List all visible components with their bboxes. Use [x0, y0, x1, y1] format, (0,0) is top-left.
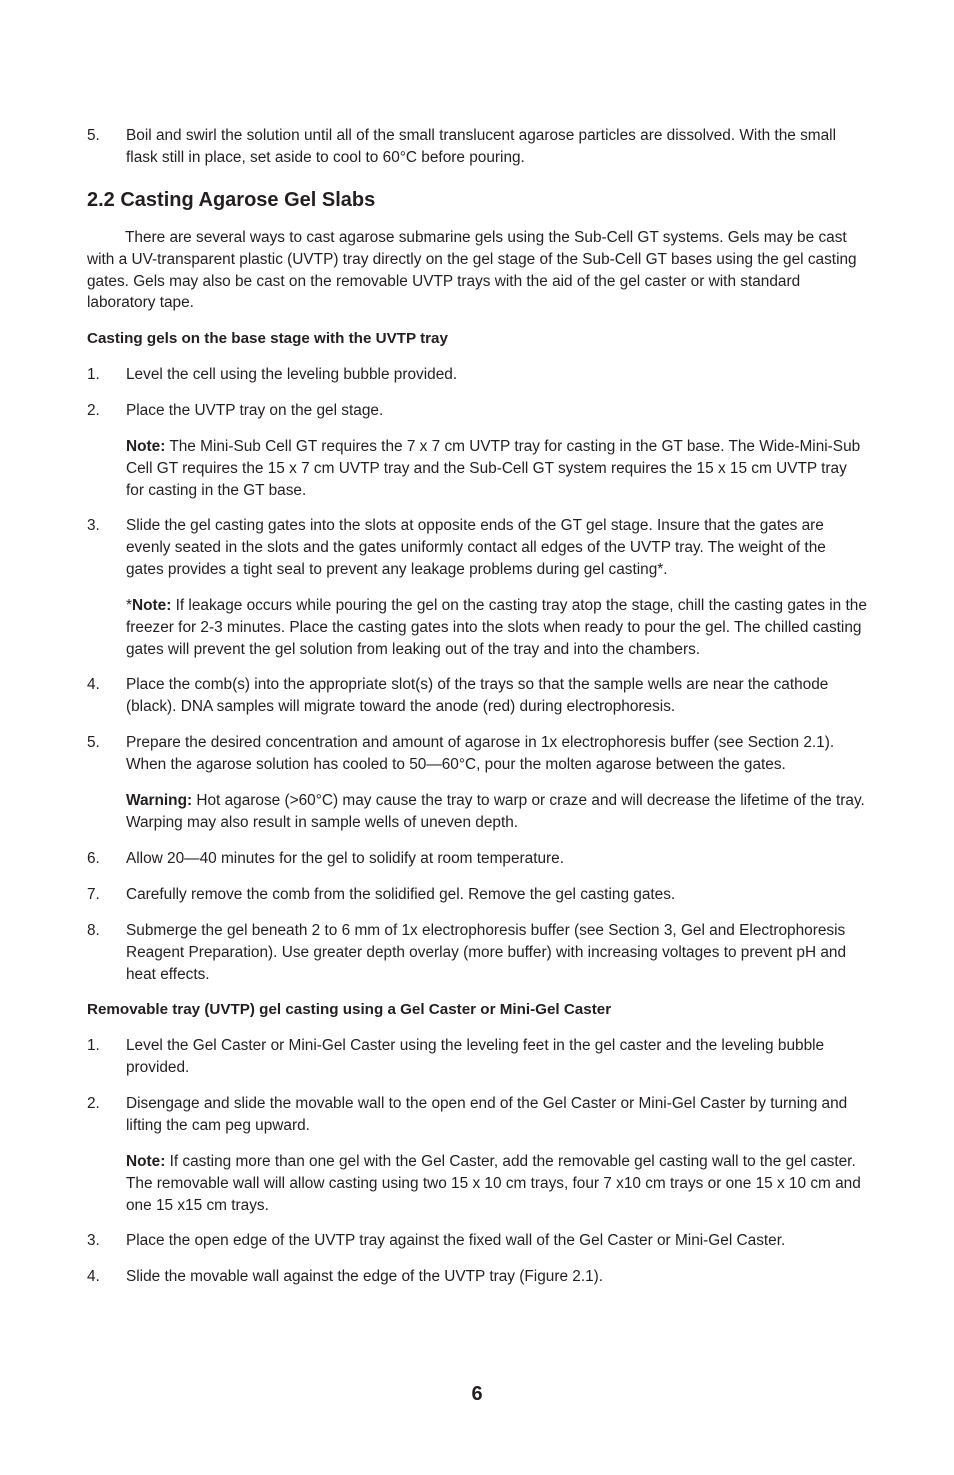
list-item [87, 1093, 867, 1137]
warning-label: Warning: [126, 792, 193, 809]
list-text: Level the Gel Caster or Mini-Gel Caster using the leveling feet in the gel caster and the leveling bubble provided. [126, 1037, 825, 1076]
list-item [87, 364, 867, 386]
list-number: 1. [87, 366, 100, 383]
list-text: Place the UVTP tray on the gel stage. [126, 402, 384, 419]
list-item [87, 1230, 867, 1252]
note-text: The Mini-Sub Cell GT requires the 7 x 7 cm UVTP tray for casting in the GT base. The Wide-Mini-Sub Cell GT requires the 15 x 7 cm UVTP tray and the Sub-Cell GT system requires the 15 x 15 cm UVTP tray for casting in the GT base. [126, 438, 861, 499]
section-title: 2.2 Casting Agarose Gel Slabs [87, 189, 376, 211]
list-text: Allow 20—40 minutes for the gel to solidify at room temperature. [126, 850, 564, 867]
list-number: 8. [87, 922, 100, 939]
note-label: Note: [126, 438, 166, 455]
page-number: 6 [471, 1383, 483, 1405]
list-number: 5. [87, 734, 100, 751]
note-text: If leakage occurs while pouring the gel on the casting tray atop the stage, chill the casting gates in the freezer for 2-3 minutes. Place the casting gates into the slots when ready to pour the gel. The chilled casting gates will prevent the gel solution from leaking out of the tray and into the chambers. [126, 597, 867, 658]
list-number: 2. [87, 402, 100, 419]
warning-hot-agarose [126, 790, 867, 834]
list-text: Carefully remove the comb from the solidified gel. Remove the gel casting gates. [126, 886, 676, 903]
list-item [87, 1266, 867, 1288]
list-text: Place the open edge of the UVTP tray against the fixed wall of the Gel Caster or Mini-Gel Caster. [126, 1232, 786, 1249]
list-number: 3. [87, 517, 100, 534]
list-item [87, 515, 867, 580]
list-text: Place the comb(s) into the appropriate slot(s) of the trays so that the sample wells are near the cathode (black). DNA samples will migrate toward the anode (red) during electrophoresis. [126, 676, 829, 715]
list-number: 1. [87, 1037, 100, 1054]
note-leakage [126, 595, 867, 660]
list-item [87, 884, 867, 906]
list-item [87, 674, 867, 718]
list-item [87, 1035, 867, 1079]
list-item [87, 732, 867, 776]
note-tray-sizes [126, 436, 867, 501]
list-text: Disengage and slide the movable wall to the open end of the Gel Caster or Mini-Gel Caster by turning and lifting the cam peg upward. [126, 1095, 848, 1134]
note-removable-wall [126, 1151, 867, 1216]
list-item [87, 848, 867, 870]
list-item [87, 400, 867, 422]
list-number: 5. [87, 127, 100, 144]
subheading-removable-tray: Removable tray (UVTP) gel casting using a Gel Caster or Mini-Gel Caster [87, 1001, 612, 1018]
subheading-base-stage: Casting gels on the base stage with the UVTP tray [87, 330, 448, 347]
section-intro: There are several ways to cast agarose submarine gels using the Sub-Cell GT systems. Gels may be cast with a UV-transparent plastic (UVTP) tray directly on the gel stage of the Sub-Cell GT bases using the gel casting gates. Gels may also be cast on the removable UVTP trays with the aid of the gel caster or with standard laboratory tape. [87, 229, 857, 312]
list-text: Boil and swirl the solution until all of the small translucent agarose particles are dissolved. With the small flask still in place, set aside to cool to 60°C before pouring. [126, 127, 837, 166]
list-number: 7. [87, 886, 100, 903]
list-number: 3. [87, 1232, 100, 1249]
list-item [87, 920, 867, 985]
list-text: Slide the gel casting gates into the slots at opposite ends of the GT gel stage. Insure that the gates are evenly seated in the slots and the gates uniformly contact all edges of the UVTP tray. The weight of the gates provides a tight seal to prevent any leakage problems during gel casting*. [126, 517, 826, 578]
list-text: Submerge the gel beneath 2 to 6 mm of 1x electrophoresis buffer (see Section 3, Gel and Electrophoresis Reagent Preparation). Use greater depth overlay (more buffer) with increasing voltages to prevent pH and heat effects. [126, 922, 847, 983]
list-number: 6. [87, 850, 100, 867]
note-asterisk: * [126, 597, 132, 614]
list-number: 4. [87, 1268, 100, 1285]
note-text: If casting more than one gel with the Gel Caster, add the removable gel casting wall to the gel caster. The removable wall will allow casting using two 15 x 10 cm trays, four 7 x10 cm trays or one 15 x 10 cm and one 15 x15 cm trays. [126, 1153, 861, 1214]
note-label: Note: [132, 597, 172, 614]
list-number: 4. [87, 676, 100, 693]
note-label: Note: [126, 1153, 166, 1170]
list-item [87, 125, 867, 169]
list-number: 2. [87, 1095, 100, 1112]
list-text: Slide the movable wall against the edge of the UVTP tray (Figure 2.1). [126, 1268, 604, 1285]
list-text: Prepare the desired concentration and amount of agarose in 1x electrophoresis buffer (see Section 2.1). When the agarose solution has cooled to 50—60°C, pour the molten agarose between the gates. [126, 734, 835, 773]
warning-text: Hot agarose (>60°C) may cause the tray to warp or craze and will decrease the lifetime of the tray. Warping may also result in sample wells of uneven depth. [126, 792, 865, 831]
list-text: Level the cell using the leveling bubble provided. [126, 366, 458, 383]
